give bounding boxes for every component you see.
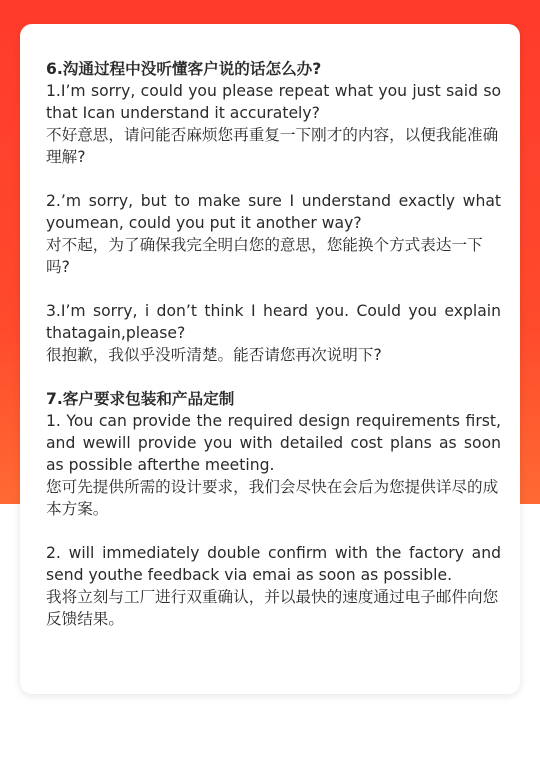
phrase-en-6-2: 2.’m sorry, but to make sure I understand exactly what youmean, could you put it another way? (46, 192, 501, 232)
phrase-zh-6-1: 不好意思，请问能否麻烦您再重复一下刚才的内容，以便我能准确理解? (46, 126, 499, 166)
spacer (46, 520, 501, 542)
phrase-en-6-1: 1.I’m sorry, could you please repeat what you just said so that Ican understand it accurately? (46, 82, 501, 122)
section-title-7: 7.客户要求包装和产品定制 (46, 390, 235, 408)
phrase-en-7-2: 2. will immediately double confirm with the factory and send youthe feedback via emai as soon as possible. (46, 544, 501, 584)
article-content (46, 58, 501, 630)
phrase-zh-7-1: 您可先提供所需的设计要求，我们会尽快在会后为您提供详尽的成本方案。 (46, 478, 499, 518)
spacer (46, 168, 501, 190)
spacer (46, 278, 501, 300)
section-title-6: 6.沟通过程中没听懂客户说的话怎么办? (46, 60, 322, 78)
phrase-zh-6-2: 对不起，为了确保我完全明白您的意思，您能换个方式表达一下吗? (46, 236, 483, 276)
phrase-en-7-1: 1. You can provide the required design requirements first, and wewill provide you with detailed cost plans as soon as possible afterthe meeting. (46, 412, 501, 474)
spacer (46, 366, 501, 388)
phrase-en-6-3: 3.I’m sorry, i don’t think I heard you. Could you explain thatagain,please? (46, 302, 501, 342)
phrase-zh-6-3: 很抱歉，我似乎没听清楚。能否请您再次说明下? (46, 346, 382, 364)
phrase-zh-7-2: 我将立刻与工厂进行双重确认，并以最快的速度通过电子邮件向您反馈结果。 (46, 588, 499, 628)
